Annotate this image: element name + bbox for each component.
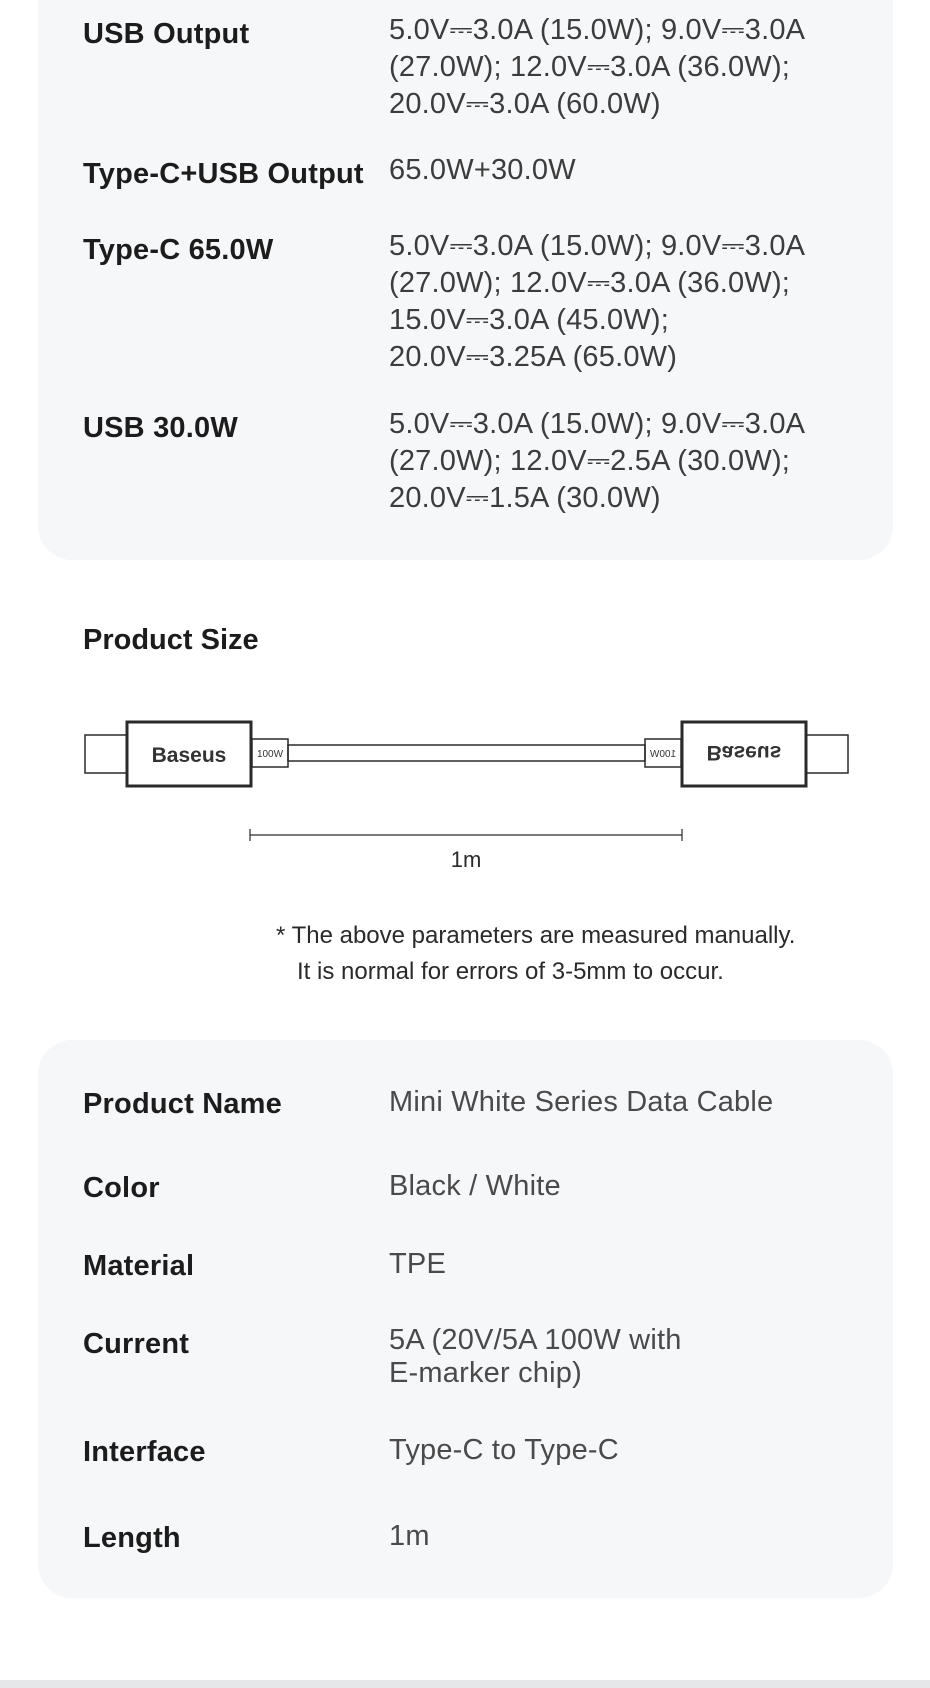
info-label: Current	[83, 1328, 190, 1360]
info-label: Product Name	[83, 1088, 282, 1120]
cable-body	[288, 745, 645, 761]
info-value: Mini White Series Data Cable	[389, 1086, 774, 1118]
output-specs-card	[38, 0, 893, 560]
measurement-note	[276, 918, 876, 990]
info-label: Length	[83, 1522, 181, 1554]
spec-label: USB 30.0W	[83, 412, 238, 444]
brand-logo-right: Baseus	[706, 741, 782, 764]
spec-label: Type-C+USB Output	[83, 158, 364, 190]
right-connector-tip	[806, 735, 848, 773]
cable-diagram	[0, 700, 930, 900]
note-line-2: It is normal for errors of 3-5mm to occur.	[297, 958, 724, 985]
rating-label-right: 100W	[649, 749, 677, 760]
spec-label: Type-C 65.0W	[83, 234, 274, 266]
bottom-divider	[0, 1680, 930, 1688]
note-line-1: * The above parameters are measured manually.	[276, 922, 796, 949]
spec-value: 5.0V⎓3.0A (15.0W); 9.0V⎓3.0A (27.0W); 12.0V⎓2.5A (30.0W); 20.0V⎓1.5A (30.0W)	[389, 408, 806, 514]
info-value: TPE	[389, 1248, 446, 1280]
spec-value: 5.0V⎓3.0A (15.0W); 9.0V⎓3.0A (27.0W); 12.0V⎓3.0A (36.0W); 15.0V⎓3.0A (45.0W); 20.0V⎓3.25A (65.0W)	[389, 230, 806, 373]
rating-label-left: 100W	[256, 749, 284, 760]
info-label: Color	[83, 1172, 160, 1204]
info-value: 1m	[389, 1520, 430, 1552]
spec-value: 5.0V⎓3.0A (15.0W); 9.0V⎓3.0A (27.0W); 12.0V⎓3.0A (36.0W); 20.0V⎓3.0A (60.0W)	[389, 14, 806, 120]
info-label: Material	[83, 1250, 195, 1282]
spec-label: USB Output	[83, 18, 250, 50]
info-value: Type-C to Type-C	[389, 1434, 619, 1466]
product-info-card	[38, 1040, 893, 1598]
info-value: 5A (20V/5A 100W with E-marker chip)	[389, 1324, 682, 1389]
info-value: Black / White	[389, 1170, 561, 1202]
length-label: 1m	[450, 847, 482, 872]
product-size-title: Product Size	[83, 624, 259, 656]
info-label: Interface	[83, 1436, 206, 1468]
spec-value: 65.0W+30.0W	[389, 154, 576, 186]
left-connector-tip	[85, 735, 127, 773]
brand-logo-left: Baseus	[151, 744, 227, 767]
